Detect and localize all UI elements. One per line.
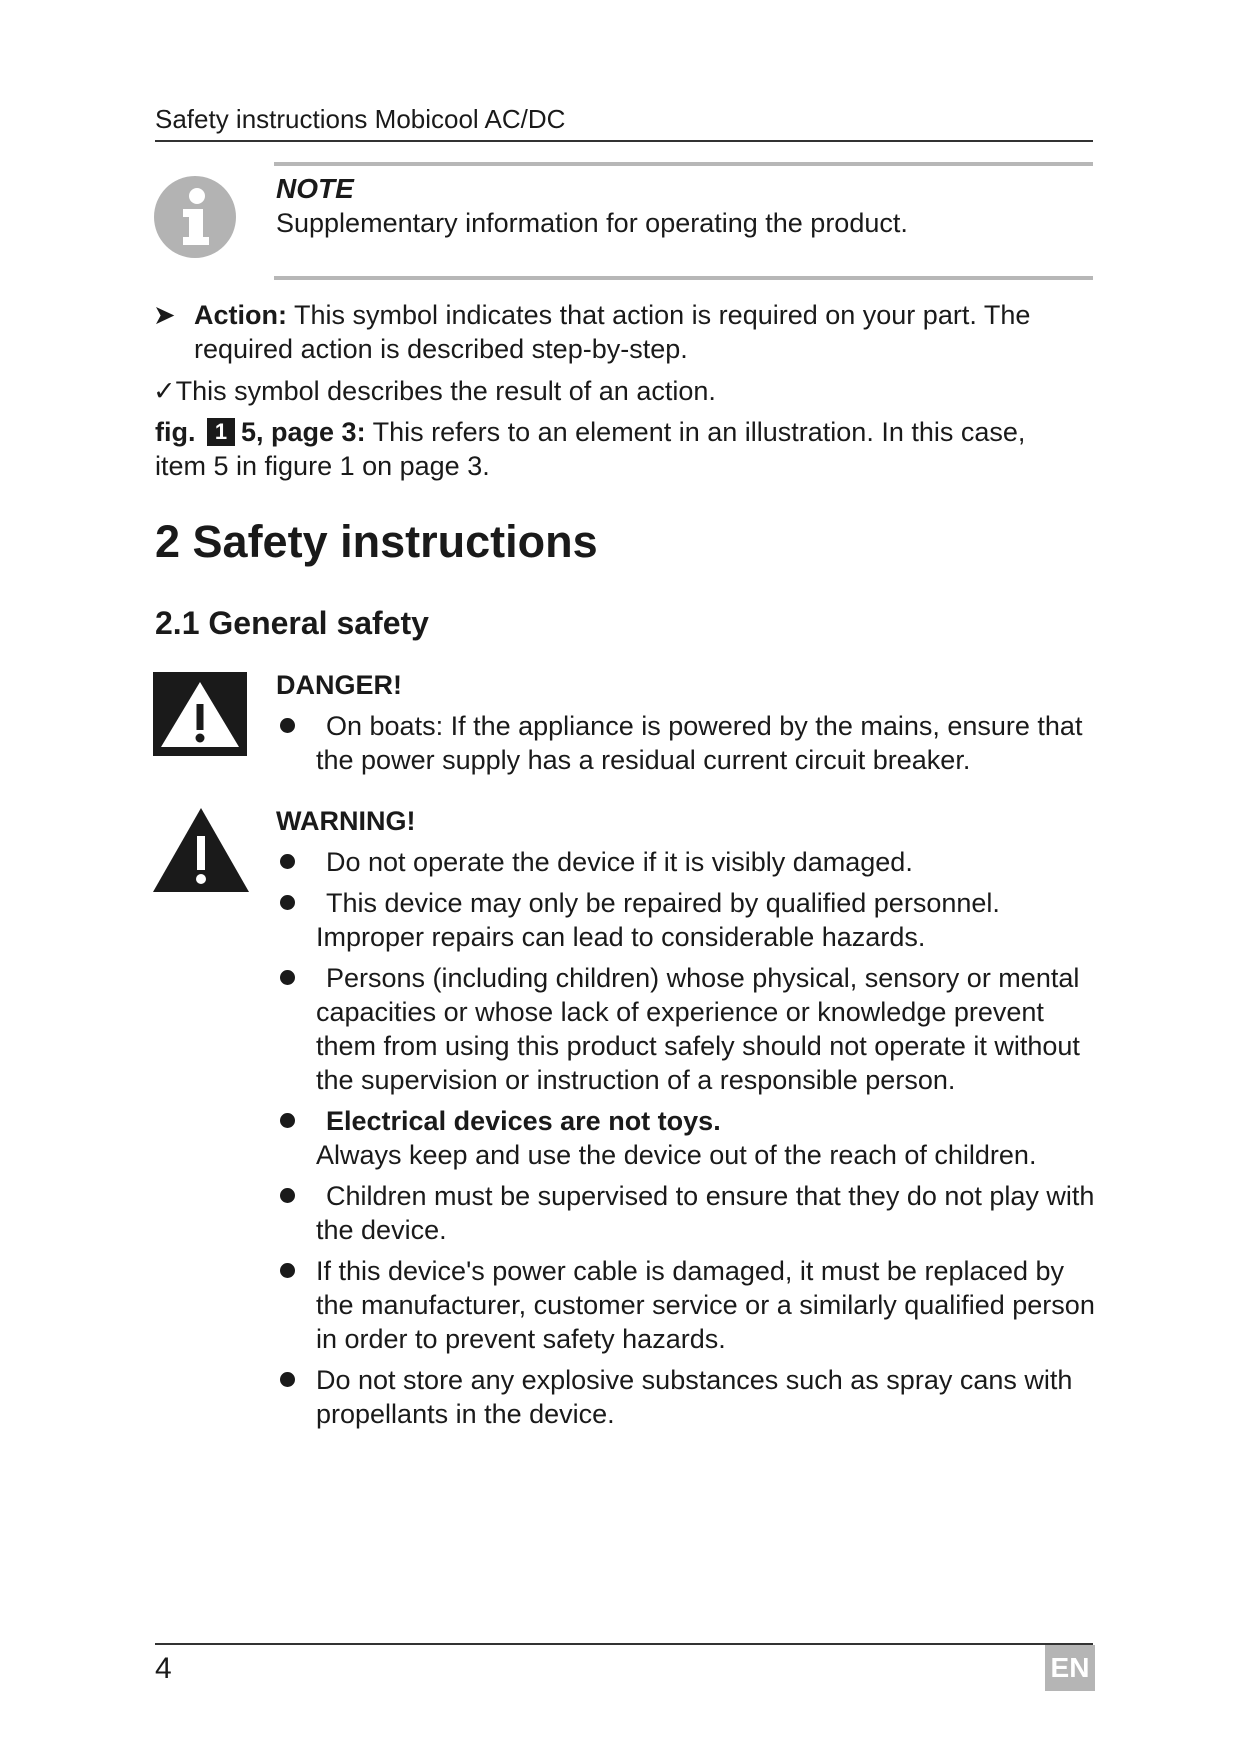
list-item	[276, 709, 1106, 777]
list-item	[276, 1104, 1106, 1172]
figure-number-box: 1	[207, 418, 235, 446]
list-item	[276, 1179, 1106, 1247]
list-item	[276, 1254, 1106, 1356]
figure-reference-paragraph	[155, 415, 1075, 483]
warning-item-text: Children must be supervised to ensure that they do not play with the device.	[316, 1181, 1095, 1245]
list-item	[276, 961, 1106, 1097]
danger-list	[276, 709, 1106, 784]
danger-item-text: On boats: If the appliance is powered by the mains, ensure that the power supply has a residual current circuit breaker.	[316, 711, 1083, 775]
fig-text: This refers to an element in an illustration. In this case, item 5 in figure 1 on page 3.	[155, 417, 1026, 481]
language-badge: EN	[1045, 1645, 1095, 1691]
section-heading: 2 Safety instructions	[155, 516, 598, 567]
action-arrow-icon: ➤	[153, 300, 176, 330]
list-item	[276, 886, 1106, 954]
warning-item-text: Do not store any explosive substances such as spray cans with propellants in the device.	[316, 1365, 1073, 1429]
action-text: This symbol indicates that action is required on your part. The required action is described step-by-step.	[194, 300, 1031, 364]
warning-item-text: This device may only be repaired by qualified personnel. Improper repairs can lead to considerable hazards.	[316, 888, 1000, 952]
running-header: Safety instructions Mobicool AC/DC	[155, 104, 566, 134]
checkmark-icon: ✓	[153, 376, 176, 406]
note-bottom-rule	[274, 276, 1093, 280]
note-top-rule	[274, 162, 1093, 166]
header-rule	[155, 140, 1093, 142]
warning-list	[276, 845, 1106, 1438]
fig-prefix: fig.	[155, 417, 196, 447]
warning-item-text: Do not operate the device if it is visibly damaged.	[326, 847, 913, 877]
fig-suffix: 5, page 3:	[241, 417, 366, 447]
info-icon	[153, 175, 237, 264]
warning-icon	[153, 808, 249, 897]
note-title: NOTE	[276, 173, 354, 204]
warning-item-text: If this device's power cable is damaged, it must be replaced by the manufacturer, customer service or a similarly qualified person in order to prevent safety hazards.	[316, 1256, 1095, 1354]
warning-title: WARNING!	[276, 806, 416, 836]
list-item	[276, 1363, 1106, 1431]
subsection-heading: 2.1 General safety	[155, 605, 429, 641]
page-number: 4	[155, 1652, 172, 1685]
action-paragraph	[153, 298, 1073, 366]
warning-item-bold-text: Electrical devices are not toys.	[326, 1106, 721, 1136]
list-item	[276, 845, 1106, 879]
danger-title: DANGER!	[276, 670, 402, 700]
action-label: Action:	[194, 300, 287, 330]
footer-rule	[155, 1643, 1093, 1645]
danger-icon	[153, 672, 247, 761]
result-text: This symbol describes the result of an action.	[175, 376, 716, 406]
warning-item-text: Always keep and use the device out of the reach of children.	[316, 1140, 1037, 1170]
note-text: Supplementary information for operating the product.	[276, 208, 908, 238]
result-paragraph	[153, 374, 1073, 408]
warning-item-text: Persons (including children) whose physical, sensory or mental capacities or whose lack of experience or knowledge prevent them from using this product safely should not operate it without the supervision or instruction of a responsible person.	[316, 963, 1080, 1095]
